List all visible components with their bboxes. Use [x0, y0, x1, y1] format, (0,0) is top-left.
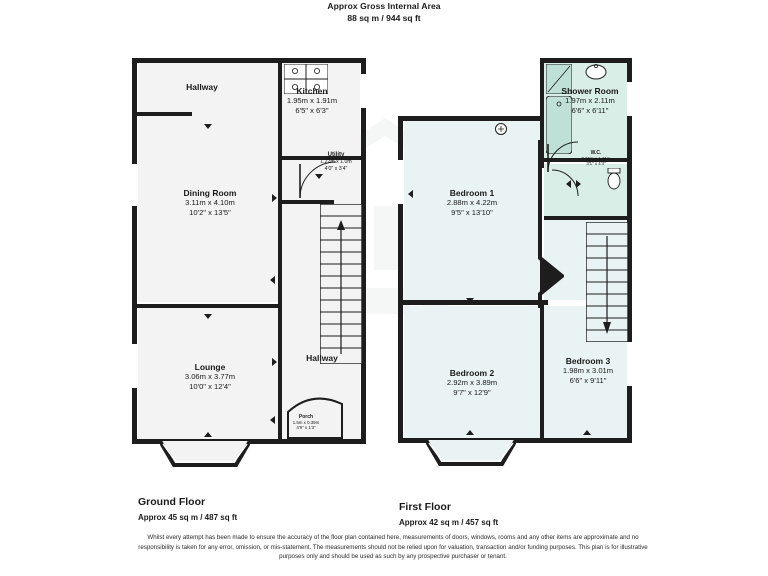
- direction-arrow: [204, 314, 212, 319]
- label-hallway-ground-lower: Hallway: [306, 353, 338, 363]
- direction-arrow: [576, 180, 581, 188]
- porch-area: [284, 382, 354, 440]
- bay-window-lounge: [160, 439, 250, 467]
- wall-internal-hall-dining: [132, 112, 192, 116]
- direction-arrow: [408, 190, 413, 198]
- label-bedroom-2: Bedroom 2 2.92m x 3.89m 9'7" x 12'9": [446, 368, 498, 397]
- wall-internal-dining-lounge: [132, 304, 282, 308]
- staircase-ground: [320, 204, 362, 364]
- window-left-dining: [132, 162, 137, 208]
- label-porch: Porch 1.5m x 0.39m 4'9" x 1'3": [292, 414, 320, 431]
- direction-arrow: [583, 430, 591, 435]
- ground-floor-title: Ground Floor: [138, 496, 206, 508]
- direction-arrow: [204, 124, 212, 129]
- bay-window-bedroom2: [426, 438, 516, 466]
- direction-arrow: [466, 298, 474, 303]
- direction-arrow: [466, 430, 474, 435]
- wall-ground-top: [132, 58, 366, 63]
- direction-arrow: [270, 276, 275, 284]
- first-floor-area: Approx 42 sq m / 457 sq ft: [399, 518, 499, 527]
- window-left-lounge: [132, 342, 137, 390]
- gross-area-value: 88 sq m / 944 sq ft: [347, 13, 421, 23]
- first-floor-title: First Floor: [399, 501, 451, 513]
- gross-area-label: Approx Gross Internal Area: [327, 1, 441, 11]
- staircase-first: [586, 222, 628, 342]
- label-hallway-ground-upper: Hallway: [186, 82, 218, 92]
- direction-arrow: [566, 180, 571, 188]
- label-bedroom-3: Bedroom 3 1.98m x 3.01m 6'6" x 9'11": [562, 356, 614, 385]
- label-wc: W.C. 0.95m x 1.31m 3'1" x 4'4": [581, 150, 611, 167]
- label-dining-room: Dining Room 3.11m x 4.10m 10'2" x 13'5": [183, 188, 237, 217]
- direction-arrow: [204, 432, 212, 437]
- wall-internal-spine: [278, 58, 282, 444]
- wall-first-top-left: [398, 116, 544, 121]
- disclaimer-text: Whilst every attempt has been made to ensure the accuracy of the floor plan contained here, measurements of doors, windows, rooms and any other items are approximate and no responsibility is taken for any error, omission, or mis-statement. The measurements should not be relied upon for valuation, transaction and/or funding purposes. This plan is for illustrative purposes only and should be used as such by any prospective purchaser or tenant.: [138, 534, 648, 561]
- basin-icon: [584, 62, 608, 80]
- label-bedroom-1: Bedroom 1 2.88m x 4.22m 9'5" x 13'10": [446, 188, 498, 217]
- loft-hatch-icon: [494, 122, 508, 136]
- label-utility: Utility 1.22m x 1.0m 4'0" x 3'4": [320, 152, 352, 172]
- direction-arrow: [272, 194, 277, 202]
- window-right-kitchen: [361, 72, 366, 110]
- window-bedroom1-left: [398, 158, 403, 206]
- direction-arrow: [315, 174, 323, 179]
- label-shower-room: Shower Room 1.97m x 2.11m 6'6" x 6'11": [561, 86, 619, 115]
- label-lounge: Lounge 3.06m x 3.77m 10'0" x 12'4": [184, 362, 236, 391]
- direction-arrow: [270, 416, 275, 424]
- toilet-icon: [606, 168, 622, 190]
- ground-floor-area: Approx 45 sq m / 487 sq ft: [138, 513, 238, 522]
- label-kitchen: Kitchen 1.95m x 1.91m 6'5" x 6'3": [286, 86, 338, 115]
- plan-header: [0, 0, 768, 23]
- direction-arrow: [272, 358, 277, 366]
